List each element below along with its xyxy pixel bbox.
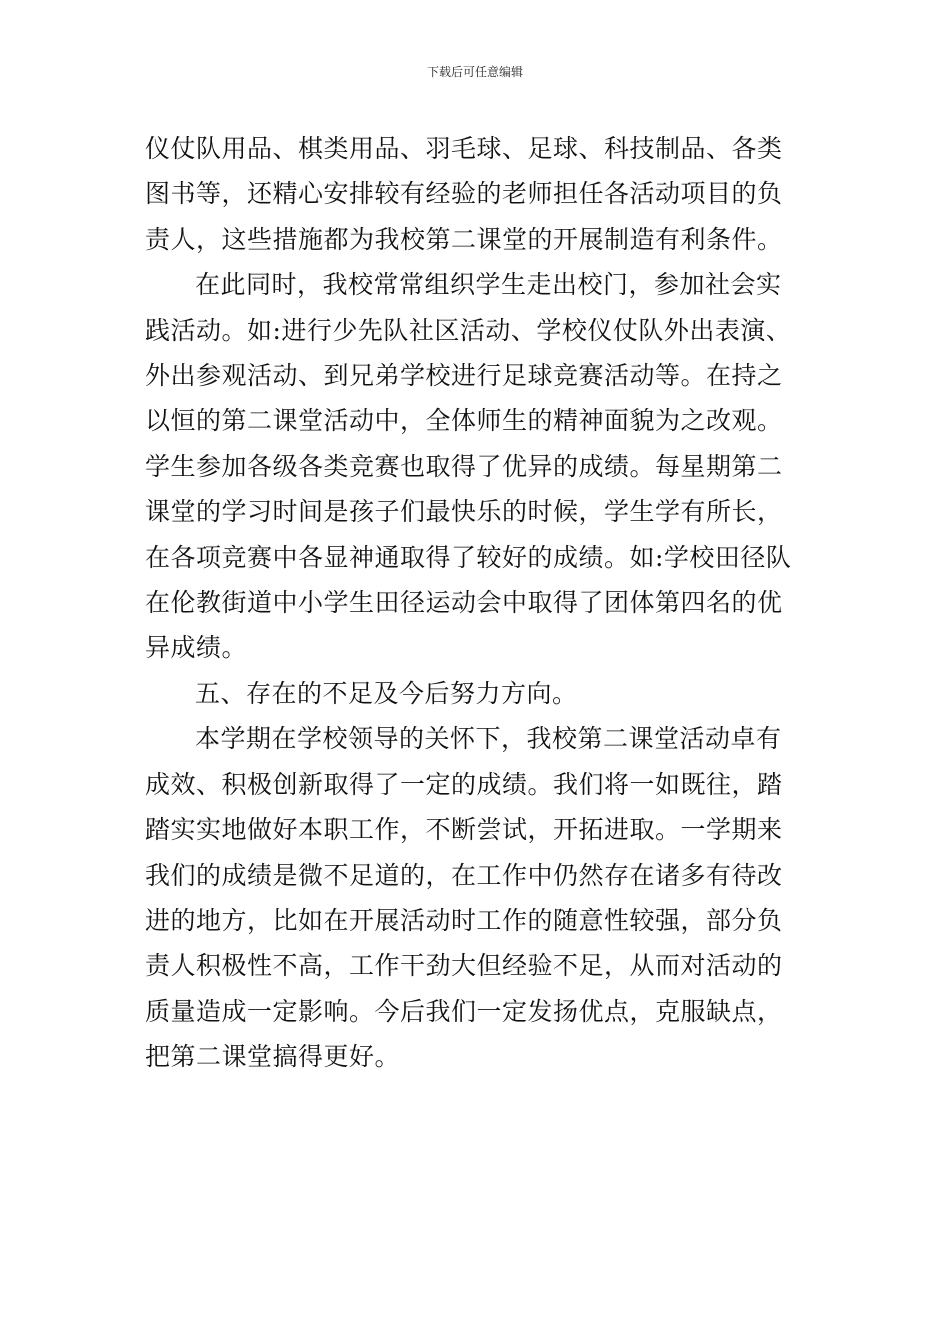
text-line: 图书等，还精心安排较有经验的老师担任各活动项目的负 — [145, 179, 783, 209]
text-line: 在各项竞赛中各显神通取得了较好的成绩。如:学校田径队 — [145, 542, 792, 572]
paragraph-1 — [145, 126, 810, 262]
text-line: 责人，这些措施都为我校第二课堂的开展制造有利条件。 — [145, 224, 783, 254]
text-line: 异成绩。 — [145, 633, 248, 663]
text-line: 践活动。如:进行少先队社区活动、学校仪仗队外出表演、 — [145, 315, 792, 345]
text-line: 仪仗队用品、棋类用品、羽毛球、足球、科技制品、各类 — [145, 134, 783, 163]
text-line: 责人积极性不高，工作干劲大但经验不足，从而对活动的 — [145, 951, 783, 981]
text-line: 外出参观活动、到兄弟学校进行足球竞赛活动等。在持之 — [145, 361, 783, 391]
text-line: 进的地方，比如在开展活动时工作的随意性较强，部分负 — [145, 905, 783, 935]
text-line: 以恒的第二课堂活动中，全体师生的精神面貌为之改观。 — [145, 406, 783, 436]
text-line: 把第二课堂搞得更好。 — [145, 1042, 401, 1072]
paragraph-2 — [145, 262, 810, 671]
text-line: 本学期在学校领导的关怀下，我校第二课堂活动卓有 — [195, 724, 782, 754]
text-line: 质量造成一定影响。今后我们一定发扬优点，克服缺点， — [145, 996, 783, 1026]
text-line: 在此同时，我校常常组织学生走出校门，参加社会实 — [195, 270, 782, 300]
section-heading — [145, 671, 810, 716]
text-line: 在伦教街道中小学生田径运动会中取得了团体第四名的优 — [145, 588, 783, 618]
text-line: 课堂的学习时间是孩子们最快乐的时候，学生学有所长， — [145, 497, 783, 527]
paragraph-3 — [145, 716, 810, 1079]
text-line: 我们的成绩是微不足道的，在工作中仍然存在诸多有待改 — [145, 860, 783, 890]
page-header: 下载后可任意编辑 — [426, 65, 523, 79]
text-line: 学生参加各级各类竞赛也取得了优异的成绩。每星期第二 — [145, 451, 783, 481]
text-line: 踏实实地做好本职工作，不断尝试，开拓进取。一学期来 — [145, 815, 783, 845]
document-body — [145, 126, 810, 1080]
text-line: 五、存在的不足及今后努力方向。 — [195, 678, 578, 708]
text-line: 成效、积极创新取得了一定的成绩。我们将一如既往，踏 — [145, 769, 783, 799]
